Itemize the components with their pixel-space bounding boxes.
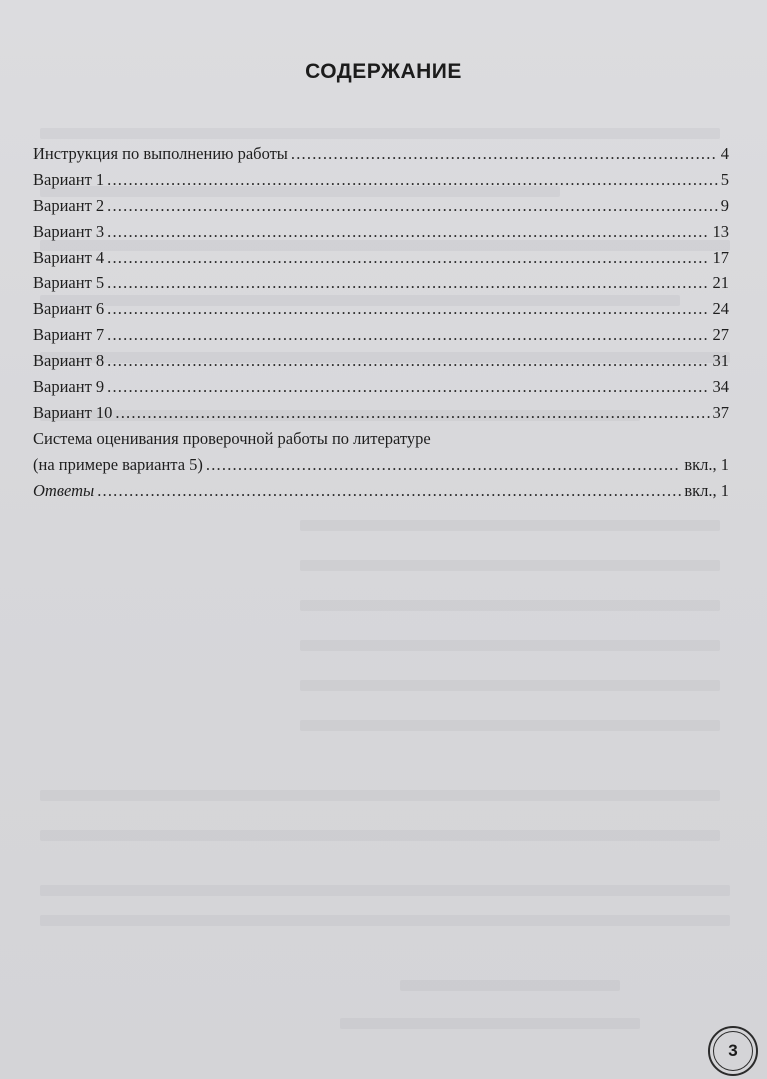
- page-title: СОДЕРЖАНИЕ: [305, 60, 462, 83]
- page-number-badge: [708, 1026, 758, 1076]
- toc-row-grading[interactable]: [33, 452, 729, 478]
- toc-row-grading-title[interactable]: [33, 426, 729, 452]
- toc-page-number: 37: [712, 402, 729, 422]
- toc-row-variant-5[interactable]: [33, 270, 729, 296]
- toc-page-number: вкл., 1: [684, 454, 729, 474]
- toc-entry-label: Вариант 1: [33, 169, 105, 189]
- toc-row-variant-7[interactable]: [33, 322, 729, 348]
- toc-row-variant-6[interactable]: [33, 296, 729, 322]
- toc-entry-label: Инструкция по выполнению работы: [33, 144, 288, 163]
- toc-row-variant-9[interactable]: [33, 374, 729, 400]
- leader-dots: [107, 374, 709, 400]
- toc-row-variant-4[interactable]: [33, 245, 729, 271]
- toc-row-variant-3[interactable]: [33, 219, 729, 245]
- leader-dots: [107, 219, 709, 245]
- leader-dots: [107, 193, 718, 219]
- toc-entry-label: Вариант 5: [33, 273, 105, 293]
- leader-dots: [107, 348, 709, 374]
- leader-dots: [115, 400, 709, 426]
- toc-entry-label: Вариант 6: [33, 299, 105, 319]
- toc-row-answers[interactable]: [33, 478, 729, 504]
- toc-page-number: 5: [720, 169, 729, 189]
- table-of-contents: [33, 141, 729, 503]
- toc-entry-label: Вариант 2: [33, 195, 105, 215]
- leader-dots: [206, 452, 681, 478]
- toc-row-variant-1[interactable]: [33, 167, 729, 193]
- leader-dots: [97, 478, 681, 504]
- leader-dots: [291, 141, 718, 167]
- toc-entry-label: Вариант 8: [33, 351, 105, 371]
- toc-entry-label: Система оценивания проверочной работы по литературе: [33, 428, 431, 448]
- toc-entry-label: Вариант 10: [33, 402, 113, 422]
- toc-entry-label: Вариант 4: [33, 247, 105, 267]
- toc-row-variant-8[interactable]: [33, 348, 729, 374]
- toc-page-number: 4: [720, 144, 729, 163]
- toc-page-number: 27: [712, 325, 729, 345]
- toc-entry-label: Ответы: [33, 480, 95, 500]
- toc-entry-label: (на примере варианта 5): [33, 454, 203, 474]
- toc-page-number: 34: [712, 377, 729, 397]
- toc-page-number: 21: [712, 273, 729, 293]
- toc-entry-label: Вариант 7: [33, 325, 105, 345]
- toc-page-number: 9: [720, 195, 729, 215]
- toc-row-variant-10[interactable]: [33, 400, 729, 426]
- leader-dots: [107, 296, 709, 322]
- leader-dots: [107, 322, 709, 348]
- toc-entry-label: Вариант 3: [33, 221, 105, 241]
- toc-page-number: 17: [712, 247, 729, 267]
- toc-page-number: 31: [712, 351, 729, 371]
- leader-dots: [107, 245, 709, 271]
- toc-page-number: 24: [712, 299, 729, 319]
- toc-entry-label: Вариант 9: [33, 377, 105, 397]
- leader-dots: [107, 167, 718, 193]
- toc-page-number: вкл., 1: [684, 480, 729, 500]
- leader-dots: [107, 270, 709, 296]
- toc-page-number: 13: [712, 221, 729, 241]
- toc-row-instructions[interactable]: [33, 141, 729, 167]
- page-number: 3: [713, 1031, 753, 1071]
- toc-row-variant-2[interactable]: [33, 193, 729, 219]
